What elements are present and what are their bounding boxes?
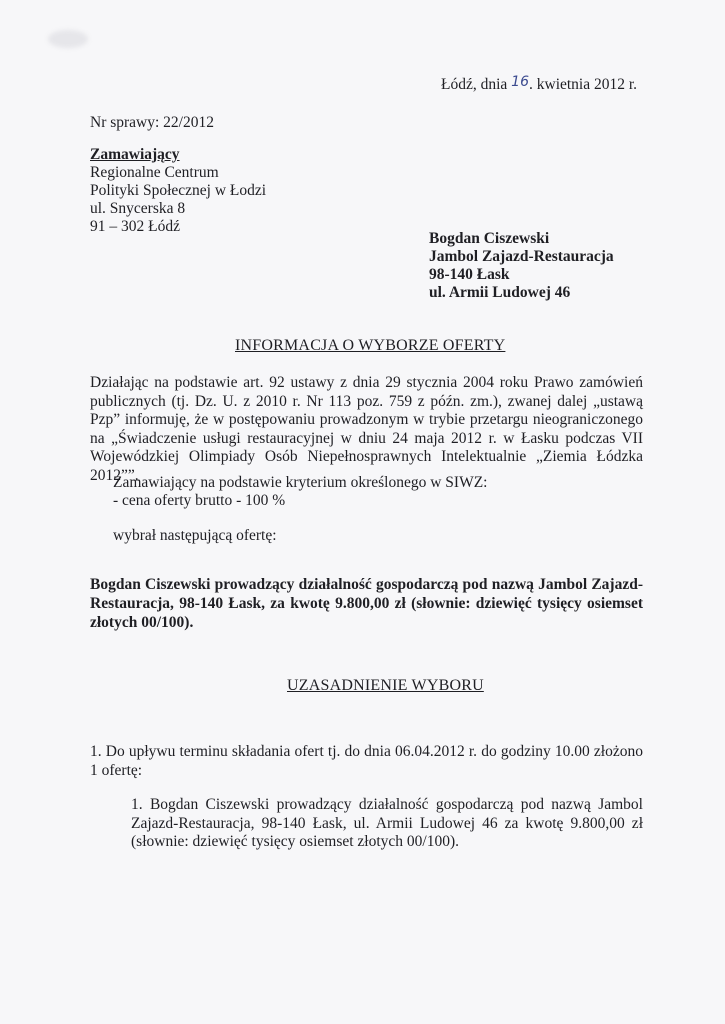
winning-offer-paragraph: Bogdan Ciszewski prowadzący działalność gospodarczą pod nazwą Jambol Zajazd-Restauracja, 98-140 Łask, za kwotę 9.800,00 zł (słownie: dziewięć tysięcy osiemset złotych 00/100). bbox=[90, 576, 643, 631]
criteria-block bbox=[113, 474, 487, 510]
sender-line: 91 – 302 Łódź bbox=[90, 218, 180, 235]
recipient-line: Jambol Zajazd-Restauracja bbox=[429, 248, 614, 265]
date-day-handwritten: 16 bbox=[511, 74, 529, 90]
chose-offer-line: wybrał następującą ofertę: bbox=[113, 527, 277, 544]
offer-item-1: 1. Bogdan Ciszewski prowadzący działalność gospodarczą pod nazwą Jambol Zajazd-Restauracja, 98-140 Łask, ul. Armii Ludowej 46 za kwotę 9.800,00 zł (słownie: dziewięć tysięcy osiemset złotych 00/100). bbox=[131, 796, 643, 850]
section-title-information: INFORMACJA O WYBORZE OFERTY bbox=[235, 337, 506, 354]
date-line: Łódź, dnia 16. kwietnia 2012 r. bbox=[441, 74, 638, 93]
date-suffix: kwietnia 2012 r. bbox=[536, 76, 638, 93]
sender-line: Regionalne Centrum bbox=[90, 164, 219, 181]
sender-line: ul. Snycerska 8 bbox=[90, 200, 186, 217]
criteria-line: - cena oferty brutto - 100 % bbox=[113, 492, 286, 509]
legal-basis-paragraph: Działając na podstawie art. 92 ustawy z dnia 29 stycznia 2004 roku Prawo zamówień publicznych (tj. Dz. U. z 2010 r. Nr 113 poz. 759 z późn. zm.), zwanej dalej „ustawą Pzp” informuję, że w postępowaniu prowadzonym w trybie przetargu nieograniczonego na „Świadczenie usługi restauracyjnej w dniu 24 maja 2012 r. w Łasku podczas VII Wojewódzkiej Olimpiady Osób Niepełnosprawnych Intelektualnie „Ziemia Łódzka 2012””. bbox=[90, 374, 643, 484]
recipient-block bbox=[429, 230, 614, 302]
recipient-line: ul. Armii Ludowej 46 bbox=[429, 284, 571, 301]
justification-point-1: 1. Do upływu terminu składania ofert tj. do dnia 06.04.2012 r. do godziny 10.00 złożono 1 ofertę: bbox=[90, 743, 643, 779]
case-number: Nr sprawy: 22/2012 bbox=[90, 114, 214, 131]
section-title-justification: UZASADNIENIE WYBORU bbox=[287, 677, 484, 694]
sender-heading: Zamawiający bbox=[90, 146, 180, 163]
recipient-line: Bogdan Ciszewski bbox=[429, 230, 550, 247]
sender-block bbox=[90, 146, 266, 236]
recipient-line: 98-140 Łask bbox=[429, 266, 510, 283]
criteria-line: Zamawiający na podstawie kryterium określonego w SIWZ: bbox=[113, 474, 488, 491]
sender-line: Polityki Społecznej w Łodzi bbox=[90, 182, 267, 199]
scan-smudge bbox=[48, 30, 88, 48]
date-prefix: Łódź, dnia bbox=[441, 76, 508, 93]
